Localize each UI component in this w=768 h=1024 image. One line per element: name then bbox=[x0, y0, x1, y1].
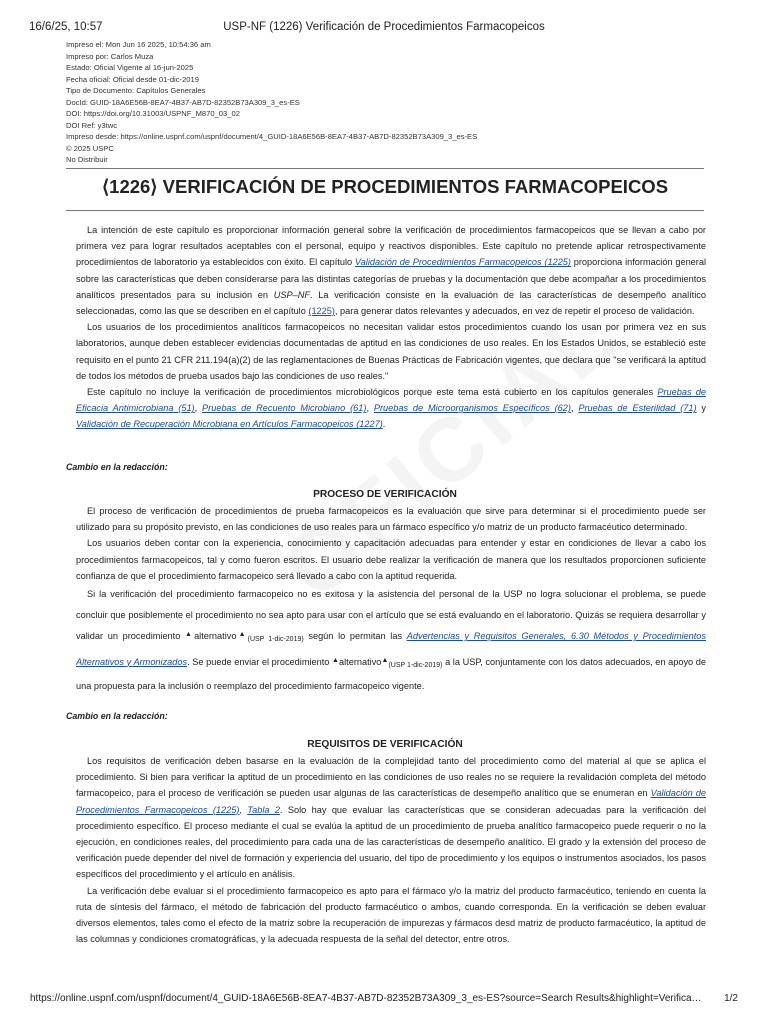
paragraph: Los requisitos de verificación deben basarse en la evaluación de la complejidad tanto del procedimiento como del material al que se aplica el procedimiento. Si bien para verificar la aptitud de un procedimiento en las condiciones de uso reales no se requiere la revalidación completa del método farmacopeico, para el proceso de verificación se pueden usar algunas de las características de desempeño analítico que se enumeran en Validación de Procedimientos Farmacopeicos (1225), Tabla 2. Solo hay que evaluar las características que se consideran adecuadas para la verificación del procedimiento específico. El proceso mediante el cual se evalúa la aptitud de un procedimiento de prueba analítico farmacopeico puede requerir o no la ejecución, en condiciones reales, del procedimiento para cada una de las características de desempeño analítico. El grado y la extensión del proceso de verificación puede depender del nivel de formación y experiencia del usuario, del tipo de procedimiento y los equipos o instrumentos asociados, los pasos específicos del procedimiento y el artículo en análisis. bbox=[76, 756, 707, 880]
verification-requirements-section bbox=[76, 753, 706, 947]
change-note: Cambio en la redacción: bbox=[66, 711, 168, 721]
meta-line: DOI Ref: y3twc bbox=[66, 120, 118, 130]
print-date: 16/6/25, 10:57 bbox=[29, 21, 103, 33]
document-metadata bbox=[66, 39, 477, 166]
paragraph: Los usuarios deben contar con la experiencia, conocimiento y capacitación adecuadas para entender y estar en condiciones de llevar a cabo los procedimientos farmacopeicos, tal y como fueron escritos. El usuario debe realizar la verificación de manera que los resultados proporcionen suficiente confianza de que el procedimiento farmacopeico será llevado a cabo con la aptitud requerida. bbox=[76, 538, 706, 581]
footer-url: https://online.uspnf.com/uspnf/document/4_GUID-18A6E56B-8EA7-4B37-AB7D-82352B73A309_3_es-ES?source=Search Results&highlight=Verifica… bbox=[30, 993, 702, 1004]
paragraph: Este capítulo no incluye la verificación de procedimientos microbiológicos porque este tema está cubierto en los capítulos generales Pruebas de Eficacia Antimicrobiana (51), Pruebas de Recuento Microbiano (61), Pruebas de Microorganismos Específicos (62), Pruebas de Esterilidad (71) y Validación de Recuperación Microbiana en Artículos Farmacopeicos (1227). bbox=[76, 387, 706, 430]
verification-process-section bbox=[76, 503, 706, 697]
link-table-2[interactable]: Tabla 2 bbox=[247, 804, 280, 815]
meta-line: Fecha oficial: Oficial desde 01-dic-2019 bbox=[66, 74, 199, 84]
divider bbox=[66, 210, 704, 211]
link-chapter-1225[interactable]: Validación de Procedimientos Farmacopeicos (1225) bbox=[76, 788, 707, 815]
paragraph: La verificación debe evaluar si el procedimiento farmacopeico es apto para el fármaco y/o la matriz del producto farmacéutico, teniendo en cuenta la ruta de síntesis del fármaco, el método de fabricación del producto farmacéutico o ambos, cuando corresponda. En la verificación se deben evaluar diversos elementos, tales como el efecto de la matriz sobre la recuperación de impurezas y fármacos desd matriz de producto farmacéutico, la aptitud de las columnas y condiciones cromatográficas, y la adecuada respuesta de la señal del detector, entre otros. bbox=[76, 885, 706, 945]
divider bbox=[66, 168, 704, 169]
meta-line: Estado: Oficial Vigente al 16-jun-2025 bbox=[66, 63, 194, 72]
link-chapter-71[interactable]: Pruebas de Esterilidad (71) bbox=[578, 403, 697, 414]
document-title: ⟨1226⟩ VERIFICACIÓN DE PROCEDIMIENTOS FARMACOPEICOS bbox=[101, 176, 669, 197]
change-note: Cambio en la redacción: bbox=[66, 462, 168, 472]
paragraph: Los usuarios de los procedimientos analíticos farmacopeicos no necesitan validar estos procedimientos cuando los usan por primera vez en sus laboratorios, aunque deben establecer evidencias documentadas de aptitud en las condiciones de uso reales. En los Estados Unidos, se estableció este requisito en el punto 21 CFR 211.194(a)(2) de las reglamentaciones de Buenas Prácticas de Fabricación vigentes, que declara que "se verificará la aptitud de todos los métodos de prueba usados bajo las condiciones de uso reales." bbox=[76, 322, 706, 381]
meta-line: © 2025 USPC bbox=[66, 143, 114, 153]
meta-line: Impreso el: Mon Jun 16 2025, 10:54:36 am bbox=[66, 40, 211, 49]
meta-line: No Distribuir bbox=[66, 155, 108, 164]
meta-line: Impreso desde: https://online.uspnf.com/uspnf/document/4_GUID-18A6E56B-8EA7-4B37-AB7D-82352B73A309_3_es-ES bbox=[66, 132, 478, 141]
intro-section bbox=[76, 222, 706, 433]
paragraph: El proceso de verificación de procedimientos de prueba farmacopeicos es la evaluación que sirve para determinar si el procedimiento puede ser utilizado para su propósito previsto, en las condiciones de uso reales para un fármaco específico y/o matriz de un producto farmacéutico determinado. bbox=[76, 506, 706, 533]
link-chapter-62[interactable]: Pruebas de Microorganismos Específicos (62) bbox=[373, 403, 571, 414]
link-chapter-51[interactable]: Pruebas de Eficacia Antimicrobiana (51) bbox=[76, 387, 706, 414]
paragraph: La intención de este capítulo es proporcionar información general sobre la verificación de procedimientos farmacopeicos que se llevan a cabo por primera vez para lograr resultados aceptables con el personal, equipo y reactivos disponibles. Este capítulo no pretende aplicar retrospectivamente procedimientos de laboratorio ya establecidos con éxito. El capítulo Validación de Procedimientos Farmacopeicos (1225) proporciona información general sobre las características que deben considerarse para las distintas categorías de pruebas y la documentación que debe acompañar a los procedimientos analíticos presentados para su inclusión en USP–NF. La verificación consiste en la evaluación de las características de desempeño analítico seleccionadas, como las que se describen en el capítulo (1225), para generar datos relevantes y adecuados, en vez de repetir el proceso de validación. bbox=[76, 225, 706, 317]
section-title: PROCESO DE VERIFICACIÓN bbox=[313, 489, 457, 500]
meta-line: Tipo de Documento: Capítulos Generales bbox=[66, 86, 206, 95]
paragraph: Si la verificación del procedimiento farmacopeico no es exitosa y la asistencia del personal de la USP no logra solucionar el problema, se puede concluir que posiblemente el procedimiento no sea apto para usar con el artículo que se está evaluando en el laboratorio. Quizás se requiera desarrollar y validar un procedimiento ▲alternativo▲$_{(USP 1-dic-2019)}$ según lo permitan las Advertencias y Requisitos Generales, 6.30 Métodos y Procedimientos Alternativos y Armonizados. Se puede enviar el procedimiento ▲alternativo▲$_{(USP 1-dic-2019)}$ a la USP, conjuntamente con los datos adecuados, en apoyo de una propuesta para la inclusión o reemplazo del procedimiento farmacopeico vigente. bbox=[76, 589, 707, 692]
print-title: USP-NF (1226) Verificación de Procedimientos Farmacopeicos bbox=[223, 21, 545, 33]
meta-line: Impreso por: Carlos Muza bbox=[66, 51, 154, 61]
link-chapter-1227[interactable]: Validación de Recuperación Microbiana en Artículos Farmacopeicos (1227) bbox=[76, 419, 383, 430]
link-chapter-1225[interactable]: Validación de Procedimientos Farmacopeicos (1225) bbox=[354, 257, 571, 268]
meta-line: DOI: https://doi.org/10.31003/USPNF_M870_03_02 bbox=[66, 109, 240, 118]
page-number: 1/2 bbox=[724, 993, 738, 1004]
link-1225[interactable]: (1225) bbox=[308, 306, 335, 317]
link-general-notices-6-30[interactable]: Advertencias y Requisitos Generales, 6.30 Métodos y Procedimientos Alternativos y Armonizados bbox=[76, 631, 707, 667]
link-chapter-61[interactable]: Pruebas de Recuento Microbiano (61) bbox=[202, 403, 367, 414]
section-title: REQUISITOS DE VERIFICACIÓN bbox=[307, 739, 463, 750]
meta-line: DocId: GUID-18A6E56B-8EA7-4B37-AB7D-82352B73A309_3_es-ES bbox=[66, 97, 300, 107]
print-header bbox=[0, 0, 768, 36]
